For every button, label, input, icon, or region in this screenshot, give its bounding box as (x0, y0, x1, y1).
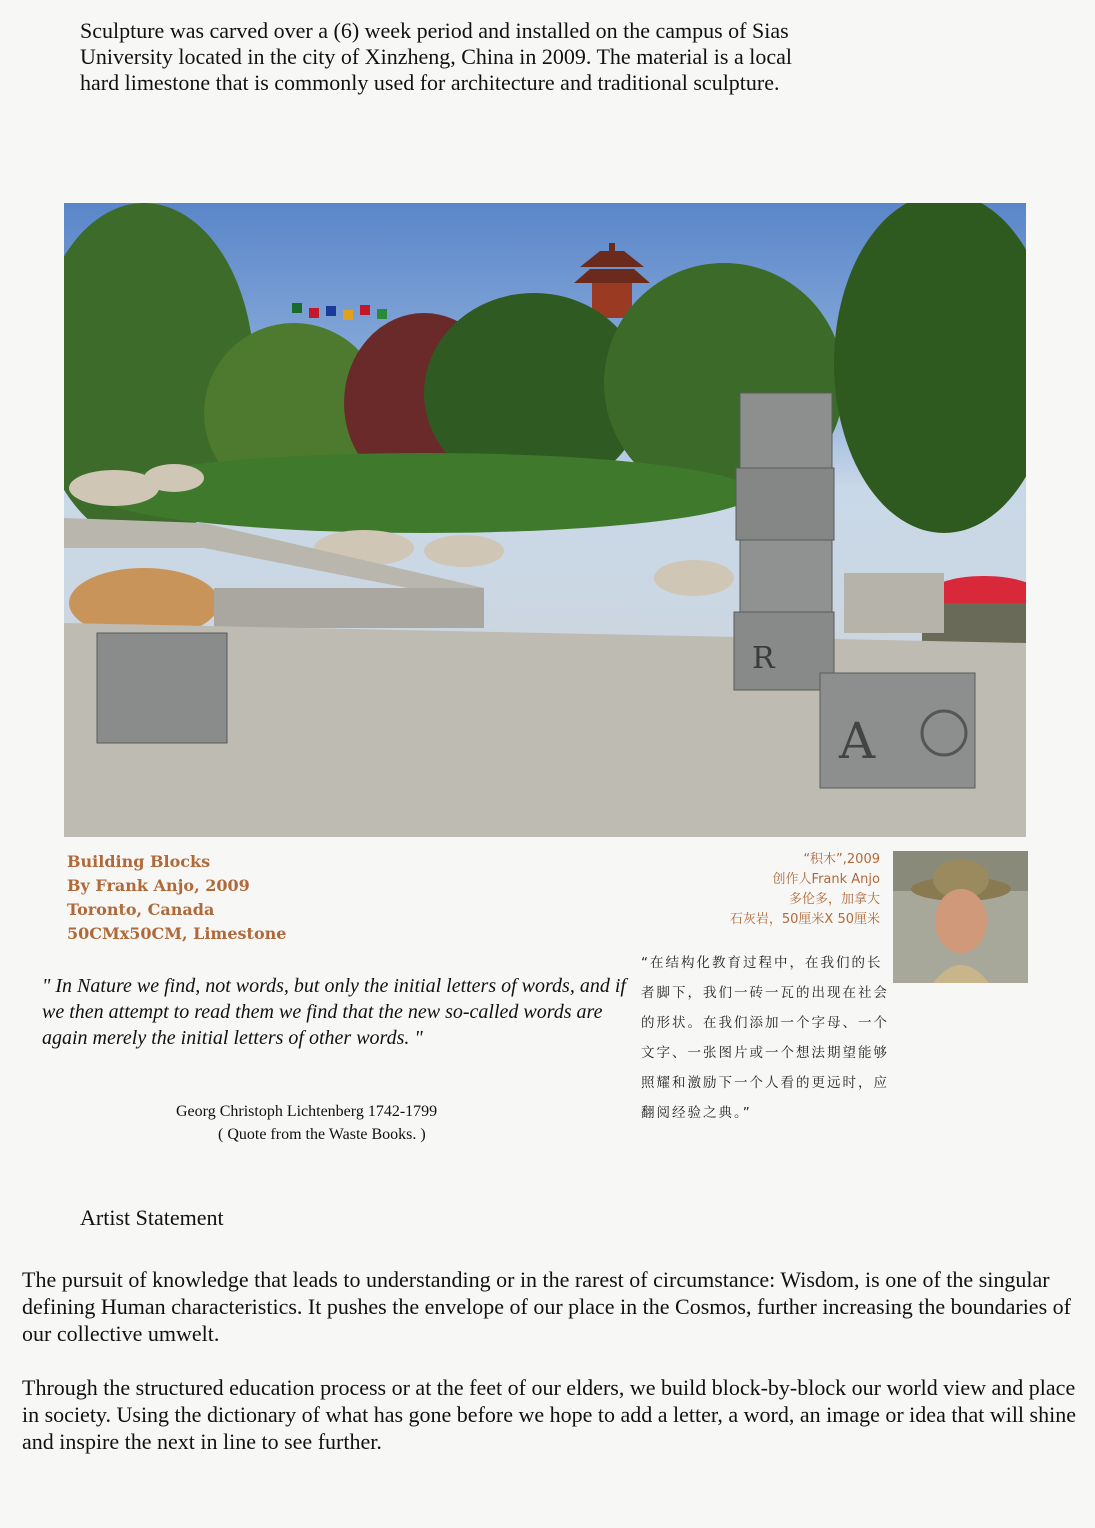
quote-attribution (176, 1100, 437, 1146)
caption-title: Building Blocks (67, 852, 211, 871)
block-letter-a: A (839, 712, 876, 770)
statement-paragraph: The pursuit of knowledge that leads to understanding or in the rarest of circumstance: Wisdom, is one of the singular defining Human characteristics. It pushes the envelope of our place in the Cosmos, further increasing the boundaries of our collective umwelt. (22, 1267, 1071, 1346)
block-column-icon (734, 393, 834, 690)
sculpture-photo (64, 203, 1026, 837)
caption-artist: By Frank Anjo, 2009 (67, 876, 250, 895)
artist-statement (22, 1266, 1082, 1482)
caption-zh-title: “积木”,2009 (803, 852, 880, 867)
caption-chinese (730, 850, 880, 930)
caption-english (67, 850, 286, 946)
caption-location: Toronto, Canada (67, 900, 215, 919)
chinese-quote: “在结构化教育过程中，在我们的长者脚下，我们一砖一瓦的出现在社会的形状。在我们添加一个字母、一个文字、一张图片或一个想法期望能够照耀和激励下一个人看的更远时，应翻阅经验之典。” (641, 955, 889, 1121)
quote-author: Georg Christoph Lichtenberg 1742-1799 (176, 1103, 438, 1120)
caption-zh-location: 多伦多，加拿大 (788, 892, 880, 907)
stone-block-left (97, 633, 227, 743)
statement-paragraph: Through the structured education process or at the feet of our elders, we build block-by-block our world view and place in society. Using the dictionary of what has gone before we hope to add a letter, a word, an image or idea that will shine and inspire the next in line to see further. (22, 1375, 1076, 1454)
flags-icon (292, 303, 387, 320)
artist-portrait (893, 851, 1028, 983)
lichtenberg-quote: " In Nature we find, not words, but only the initial letters of words, and if we then attempt to read them we find that the new so-called words are again merely the initial letters of other words. " (42, 975, 626, 1049)
caption-zh-material: 石灰岩，50厘米X 50厘米 (729, 912, 880, 927)
caption-material: 50CMx50CM, Limestone (67, 924, 287, 943)
stone-block-right (820, 673, 975, 788)
trees-icon (64, 203, 1026, 543)
quote-source: ( Quote from the Waste Books. ) (218, 1126, 426, 1143)
artist-statement-heading: Artist Statement (80, 1205, 224, 1230)
intro-text: Sculpture was carved over a (6) week period and installed on the campus of Sias University located in the city of Xinzheng, China in 2009. The material is a local hard limestone that is commonly used for architecture and traditional sculpture. (80, 18, 792, 95)
caption-zh-artist: 创作人Frank Anjo (772, 872, 880, 887)
block-letter-r: R (752, 641, 775, 676)
